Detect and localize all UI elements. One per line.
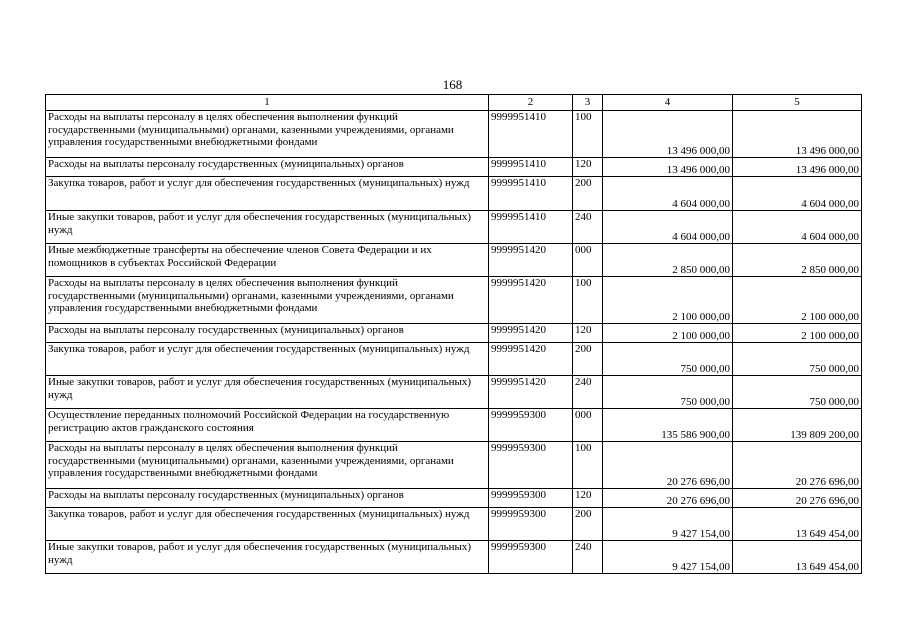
row-name: Закупка товаров, работ и услуг для обеспечения государственных (муниципальных) нужд [46,343,489,376]
row-name: Иные межбюджетные трансферты на обеспечение членов Совета Федерации и их помощников в субъектах Российской Федерации [46,244,489,277]
row-expense-type: 240 [573,541,603,574]
row-code: 9999959300 [489,442,573,489]
row-expense-type: 200 [573,508,603,541]
row-name: Закупка товаров, работ и услуг для обеспечения государственных (муниципальных) нужд [46,177,489,211]
row-name: Осуществление переданных полномочий Российской Федерации на государственную регистрацию актов гражданского состояния [46,409,489,442]
row-sum-2: 13 496 000,00 [733,158,862,177]
row-sum-2: 20 276 696,00 [733,442,862,489]
row-sum-1: 135 586 900,00 [603,409,733,442]
row-sum-2: 4 604 000,00 [733,177,862,211]
row-code: 9999951420 [489,277,573,324]
row-name: Расходы на выплаты персоналу в целях обеспечения выполнения функций государственными (муниципальными) органами, казенными учреждениями, органами управления государственными внебюджетными фондами [46,111,489,158]
row-name: Закупка товаров, работ и услуг для обеспечения государственных (муниципальных) нужд [46,508,489,541]
row-code: 9999951420 [489,376,573,409]
row-sum-1: 750 000,00 [603,376,733,409]
row-sum-2: 13 649 454,00 [733,508,862,541]
table-row [46,489,862,508]
row-expense-type: 000 [573,244,603,277]
row-sum-1: 9 427 154,00 [603,508,733,541]
table-row [46,541,862,574]
row-sum-1: 750 000,00 [603,343,733,376]
row-sum-2: 2 100 000,00 [733,277,862,324]
row-sum-1: 4 604 000,00 [603,211,733,244]
table-row [46,409,862,442]
table-row [46,158,862,177]
row-sum-2: 2 850 000,00 [733,244,862,277]
column-header-2: 2 [489,95,573,111]
row-expense-type: 100 [573,442,603,489]
row-sum-1: 20 276 696,00 [603,489,733,508]
row-sum-2: 4 604 000,00 [733,211,862,244]
row-sum-2: 750 000,00 [733,376,862,409]
column-header-1: 1 [46,95,489,111]
row-code: 9999951410 [489,177,573,211]
row-expense-type: 200 [573,343,603,376]
row-sum-2: 13 649 454,00 [733,541,862,574]
table-row [46,442,862,489]
row-name: Расходы на выплаты персоналу в целях обеспечения выполнения функций государственными (муниципальными) органами, казенными учреждениями, органами управления государственными внебюджетными фондами [46,277,489,324]
table-header-row [46,95,862,111]
row-sum-1: 13 496 000,00 [603,111,733,158]
row-code: 9999951420 [489,324,573,343]
row-expense-type: 200 [573,177,603,211]
row-sum-2: 750 000,00 [733,343,862,376]
table-row [46,177,862,211]
row-name: Иные закупки товаров, работ и услуг для обеспечения государственных (муниципальных) нужд [46,541,489,574]
row-name: Расходы на выплаты персоналу государственных (муниципальных) органов [46,489,489,508]
table-row [46,343,862,376]
row-expense-type: 100 [573,111,603,158]
row-code: 9999951420 [489,343,573,376]
table-row [46,324,862,343]
row-code: 9999959300 [489,409,573,442]
row-code: 9999959300 [489,489,573,508]
table-row [46,376,862,409]
page-number: 168 [442,77,463,92]
row-code: 9999959300 [489,508,573,541]
row-expense-type: 240 [573,211,603,244]
row-expense-type: 120 [573,489,603,508]
row-code: 9999951410 [489,211,573,244]
table-row [46,508,862,541]
row-name: Иные закупки товаров, работ и услуг для обеспечения государственных (муниципальных) нужд [46,211,489,244]
row-expense-type: 100 [573,277,603,324]
column-header-5: 5 [733,95,862,111]
column-header-3: 3 [573,95,603,111]
column-header-4: 4 [603,95,733,111]
row-sum-1: 13 496 000,00 [603,158,733,177]
row-name: Иные закупки товаров, работ и услуг для обеспечения государственных (муниципальных) нужд [46,376,489,409]
table-row [46,244,862,277]
row-expense-type: 000 [573,409,603,442]
row-code: 9999951420 [489,244,573,277]
row-sum-2: 139 809 200,00 [733,409,862,442]
row-sum-1: 4 604 000,00 [603,177,733,211]
table-row [46,111,862,158]
row-sum-1: 20 276 696,00 [603,442,733,489]
row-name: Расходы на выплаты персоналу государственных (муниципальных) органов [46,324,489,343]
row-code: 9999959300 [489,541,573,574]
row-sum-2: 2 100 000,00 [733,324,862,343]
row-sum-1: 9 427 154,00 [603,541,733,574]
row-name: Расходы на выплаты персоналу в целях обеспечения выполнения функций государственными (муниципальными) органами, казенными учреждениями, органами управления государственными внебюджетными фондами [46,442,489,489]
row-code: 9999951410 [489,111,573,158]
row-code: 9999951410 [489,158,573,177]
row-expense-type: 120 [573,158,603,177]
row-sum-2: 20 276 696,00 [733,489,862,508]
row-sum-1: 2 100 000,00 [603,324,733,343]
row-sum-2: 13 496 000,00 [733,111,862,158]
row-sum-1: 2 850 000,00 [603,244,733,277]
row-expense-type: 120 [573,324,603,343]
table-row [46,277,862,324]
budget-table [45,94,862,574]
row-expense-type: 240 [573,376,603,409]
table-row [46,211,862,244]
row-sum-1: 2 100 000,00 [603,277,733,324]
row-name: Расходы на выплаты персоналу государственных (муниципальных) органов [46,158,489,177]
